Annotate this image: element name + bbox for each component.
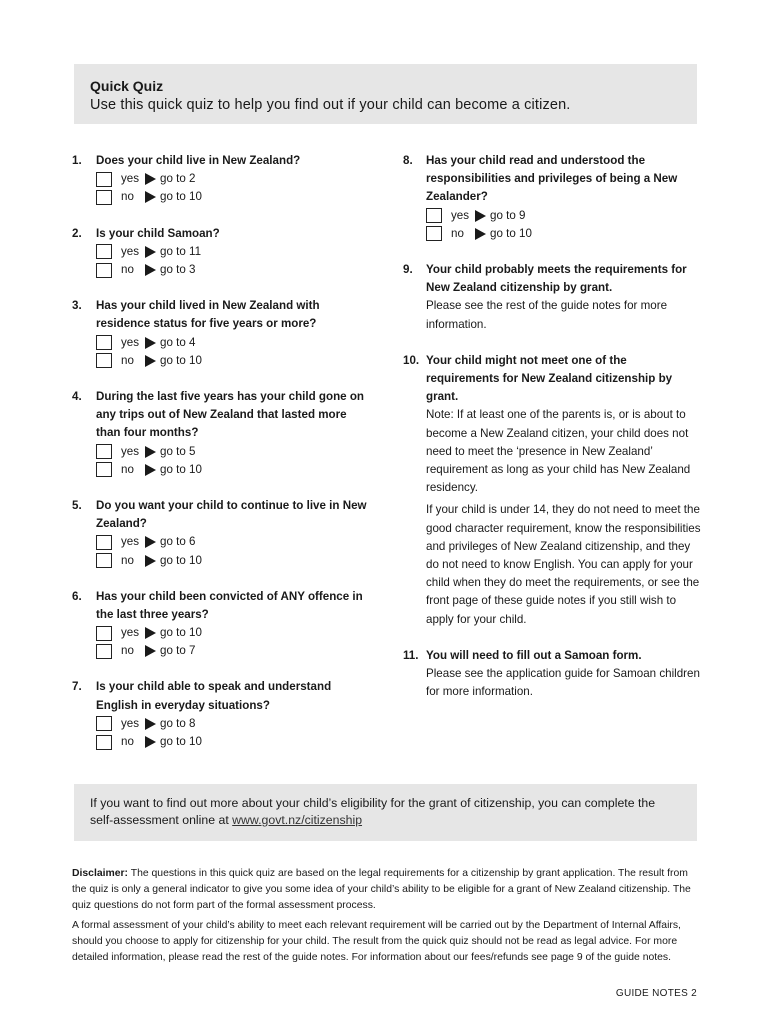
option-label: no <box>121 644 134 658</box>
goto-text: go to 10 <box>160 190 202 204</box>
question-1 <box>72 152 372 207</box>
arrow-right-icon <box>145 555 156 567</box>
yes-checkbox[interactable] <box>96 626 112 641</box>
option-yes <box>96 715 372 733</box>
question-text: Has your child been convicted of ANY offence in the last three years? <box>96 589 363 621</box>
goto-text: go to 7 <box>160 644 196 658</box>
page-footer: GUIDE NOTES 2 <box>615 988 697 999</box>
option-label: yes <box>121 172 140 186</box>
question-4 <box>72 388 372 479</box>
goto-text: go to 9 <box>490 208 526 222</box>
question-number: 8. <box>403 154 413 167</box>
arrow-right-icon <box>145 355 156 367</box>
no-checkbox[interactable] <box>96 644 112 659</box>
option-no <box>96 261 372 279</box>
no-checkbox[interactable] <box>426 226 442 241</box>
question-number: 3. <box>72 299 82 313</box>
goto-text: go to 10 <box>160 462 202 476</box>
question-text: Is your child Samoan? <box>96 226 220 240</box>
goto-text: go to 10 <box>160 735 202 749</box>
left-column <box>72 152 372 751</box>
info-text: If you want to find out more about your child’s eligibility for the grant of citizenship, you can complete the self-assessment online at <box>90 796 656 827</box>
option-label: no <box>121 735 134 749</box>
question-9 <box>403 261 703 334</box>
goto-text: go to 5 <box>160 444 196 458</box>
question-number: 11. <box>403 648 419 662</box>
option-label: yes <box>121 244 140 258</box>
yes-checkbox[interactable] <box>96 716 112 731</box>
arrow-right-icon <box>145 627 156 639</box>
yes-checkbox[interactable] <box>426 208 442 223</box>
option-yes <box>426 207 703 225</box>
question-note: Please see the application guide for Samoan children for more information. <box>426 667 700 699</box>
question-text: Your child might not meet one of the requirements for New Zealand citizenship by grant. <box>426 353 673 404</box>
goto-text: go to 8 <box>160 716 196 730</box>
arrow-right-icon <box>475 210 486 222</box>
question-text: You will need to fill out a Samoan form. <box>426 648 642 662</box>
question-text: Has your child read and understood the responsibilities and privileges of being a New Zealander? <box>426 154 678 204</box>
disclaimer <box>72 866 702 966</box>
no-checkbox[interactable] <box>96 462 112 477</box>
no-checkbox[interactable] <box>96 353 112 368</box>
option-label: no <box>121 353 134 367</box>
arrow-right-icon <box>145 264 156 276</box>
arrow-right-icon <box>145 173 156 185</box>
option-no <box>96 188 372 206</box>
quiz-header <box>74 64 697 124</box>
goto-text: go to 10 <box>160 626 202 640</box>
option-no <box>96 733 372 751</box>
question-number: 1. <box>72 154 82 167</box>
question-2 <box>72 225 372 280</box>
arrow-right-icon <box>145 536 156 548</box>
disclaimer-paragraph-1 <box>72 866 702 914</box>
question-10 <box>403 352 703 629</box>
arrow-right-icon <box>145 718 156 730</box>
option-no <box>96 552 372 570</box>
option-yes <box>96 624 372 642</box>
disclaimer-label: Disclaimer: <box>72 868 129 879</box>
quiz-subtitle: Use this quick quiz to help you find out if your child can become a citizen. <box>90 97 571 113</box>
question-note: If your child is under 14, they do not need to meet the good character requirement, know the responsibilities and privileges of New Zealand citizenship, and they do not need to know English. You can apply for your child when they do meet the requirements, or see the front page of these guide notes if you still wish to apply for your child. <box>426 503 701 626</box>
goto-text: go to 11 <box>160 244 202 258</box>
goto-text: go to 2 <box>160 172 196 186</box>
question-number: 2. <box>72 226 82 240</box>
arrow-right-icon <box>145 645 156 657</box>
arrow-right-icon <box>145 736 156 748</box>
yes-checkbox[interactable] <box>96 444 112 459</box>
question-3 <box>72 297 372 370</box>
question-number: 7. <box>72 680 82 694</box>
goto-text: go to 10 <box>160 553 202 567</box>
question-text: Has your child lived in New Zealand with residence status for five years or more? <box>96 299 320 331</box>
goto-text: go to 10 <box>160 353 202 367</box>
option-label: no <box>121 553 134 567</box>
arrow-right-icon <box>145 337 156 349</box>
disclaimer-text-1: The questions in this quick quiz are based on the legal requirements for a citizenship by grant application. The result from the quiz is only a general indicator to give you some idea of your child’s ability to be eligible for a grant of New Zealand citizenship. The quiz questions do not form part of the formal assessment process. <box>72 868 691 911</box>
option-label: yes <box>451 208 470 222</box>
yes-checkbox[interactable] <box>96 172 112 187</box>
citizenship-link[interactable]: www.govt.nz/citizenship <box>232 813 363 827</box>
option-no <box>96 461 372 479</box>
question-text: During the last five years has your child gone on any trips out of New Zealand that lasted more than four months? <box>96 389 365 440</box>
option-yes <box>96 443 372 461</box>
option-label: yes <box>121 444 140 458</box>
option-no <box>426 225 703 243</box>
goto-text: go to 4 <box>160 335 196 349</box>
no-checkbox[interactable] <box>96 190 112 205</box>
question-text: Does your child live in New Zealand? <box>96 154 301 167</box>
question-number: 6. <box>72 589 82 603</box>
question-text: Your child probably meets the requirements for New Zealand citizenship by grant. <box>426 262 687 295</box>
info-box <box>74 784 697 841</box>
option-label: yes <box>121 626 140 640</box>
goto-text: go to 6 <box>160 535 196 549</box>
arrow-right-icon <box>145 446 156 458</box>
question-note: Note: If at least one of the parents is, or is about to become a New Zealand citizen, your child does not need to meet the ‘presence in New Zealand’ requirement as long as your child has New Zealand residency. <box>426 408 691 495</box>
question-number: 5. <box>72 498 82 512</box>
option-no <box>96 642 372 660</box>
option-label: no <box>121 462 134 476</box>
goto-text: go to 10 <box>490 226 532 240</box>
option-label: no <box>121 190 134 204</box>
question-note: Please see the rest of the guide notes for more information. <box>426 299 668 331</box>
option-yes <box>96 334 372 352</box>
yes-checkbox[interactable] <box>96 335 112 350</box>
quiz-title: Quick Quiz <box>90 78 164 94</box>
question-8 <box>403 152 703 243</box>
option-label: yes <box>121 716 140 730</box>
question-number: 10. <box>403 353 420 367</box>
question-11 <box>403 647 703 702</box>
option-yes <box>96 170 372 188</box>
arrow-right-icon <box>145 464 156 476</box>
option-yes <box>96 533 372 551</box>
no-checkbox[interactable] <box>96 735 112 750</box>
disclaimer-paragraph-2: A formal assessment of your child’s ability to meet each relevant requirement will be carried out by the Department of Internal Affairs, should you choose to apply for citizenship for your child. The result from the quick quiz should not be read as legal advice. For more detailed information, please read the rest of the guide notes. For information about our fees/refunds see page 9 of the guide notes. <box>72 920 681 963</box>
goto-text: go to 3 <box>160 262 196 276</box>
no-checkbox[interactable] <box>96 263 112 278</box>
option-yes <box>96 243 372 261</box>
option-label: yes <box>121 535 140 549</box>
option-label: no <box>121 262 134 276</box>
yes-checkbox[interactable] <box>96 244 112 259</box>
option-label: yes <box>121 335 140 349</box>
question-text: Is your child able to speak and understand English in everyday situations? <box>96 680 332 712</box>
option-no <box>96 352 372 370</box>
question-5 <box>72 497 372 570</box>
yes-checkbox[interactable] <box>96 535 112 550</box>
arrow-right-icon <box>145 246 156 258</box>
question-text: Do you want your child to continue to live in New Zealand? <box>96 498 367 531</box>
arrow-right-icon <box>145 191 156 203</box>
arrow-right-icon <box>475 228 486 240</box>
option-label: no <box>451 226 464 240</box>
no-checkbox[interactable] <box>96 553 112 568</box>
question-number: 9. <box>403 262 413 276</box>
question-6 <box>72 588 372 661</box>
question-number: 4. <box>72 389 82 403</box>
right-column <box>403 152 703 701</box>
question-7 <box>72 678 372 751</box>
